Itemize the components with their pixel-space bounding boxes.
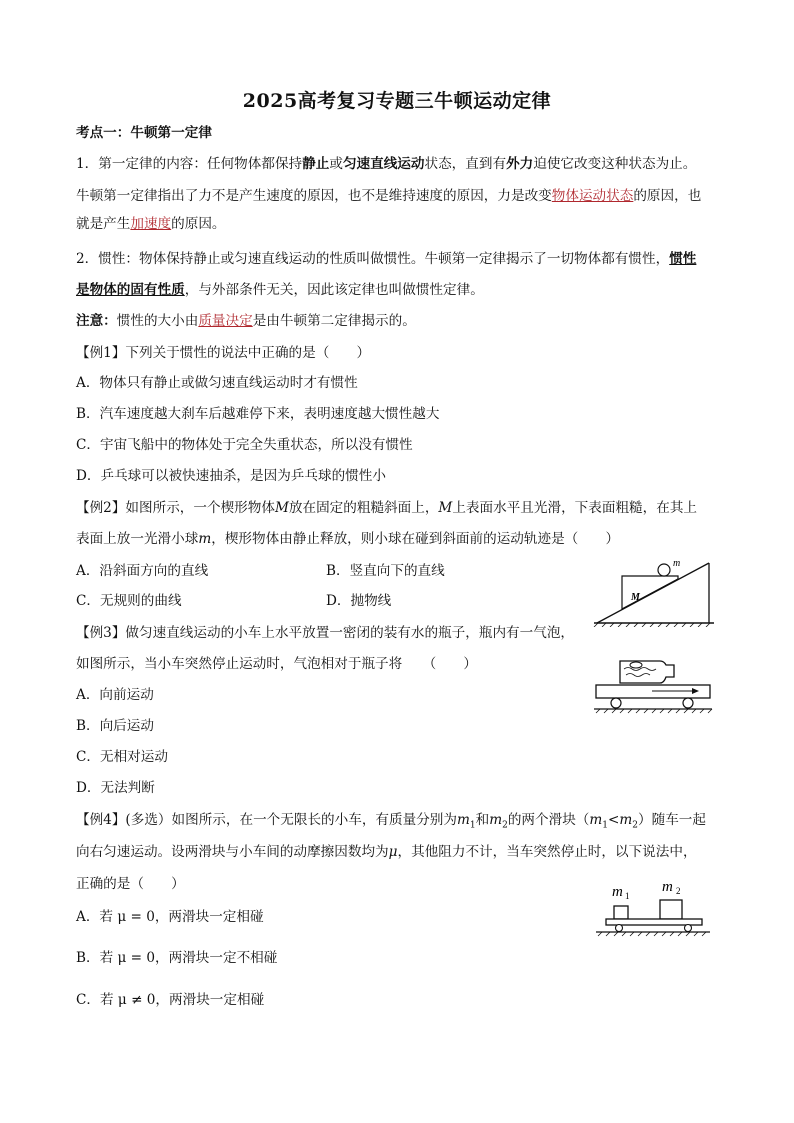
wheel-icon xyxy=(683,698,693,708)
example-3-stem-line1: 【例3】做匀速直线运动的小车上水平放置一密闭的装有水的瓶子，瓶内有一气泡， xyxy=(76,625,575,641)
paragraph-inertia-cont: 是物体的固有性质，与外部条件无关，因此该定律也叫做惯性定律。 xyxy=(76,282,484,298)
wheel-icon xyxy=(685,925,692,932)
example-1-stem: 【例1】下列关于惯性的说法中正确的是（ ） xyxy=(76,345,371,361)
svg-text:m: m xyxy=(662,879,673,895)
example-3-stem-line2: 如图所示，当小车突然停止运动时，气泡相对于瓶子将 （ ） xyxy=(76,656,478,672)
block-m2 xyxy=(660,900,682,919)
example-4-option-a: A．若 μ = 0，两滑块一定相碰 xyxy=(76,909,264,925)
example-2-option-c: C．无规则的曲线 xyxy=(76,593,182,609)
example-4-stem-line2: 向右匀速运动。设两滑块与小车间的动摩擦因数均为μ，其他阻力不计，当车突然停止时，以下说法中， xyxy=(76,844,697,860)
bottle-icon xyxy=(620,661,674,683)
example-4-option-b: B．若 μ = 0，两滑块一定不相碰 xyxy=(76,950,278,966)
example-1-option-b: B．汽车速度越大刹车后越难停下来，表明速度越大惯性越大 xyxy=(76,406,440,422)
block-m1 xyxy=(614,906,628,919)
paragraph-first-law: 1．第一定律的内容：任何物体都保持静止或匀速直线运动状态，直到有外力迫使它改变这种状态为止。 xyxy=(76,156,697,172)
section-heading: 考点一：牛顿第一定律 xyxy=(76,125,212,141)
example-3-option-a: A．向前运动 xyxy=(76,687,154,703)
example-1-option-c: C．宇宙飞船中的物体处于完全失重状态，所以没有惯性 xyxy=(76,437,413,453)
example-1-option-d: D．乒乓球可以被快速抽杀，是因为乒乓球的惯性小 xyxy=(76,468,386,484)
example-3-option-d: D．无法判断 xyxy=(76,780,155,796)
svg-text:2: 2 xyxy=(676,886,681,896)
example-3-option-b: B．向后运动 xyxy=(76,718,154,734)
example-1-option-a: A．物体只有静止或做匀速直线运动时才有惯性 xyxy=(76,375,358,391)
example-4-option-c: C．若 μ ≠ 0，两滑块一定相碰 xyxy=(76,992,265,1008)
example-2-option-a: A．沿斜面方向的直线 xyxy=(76,563,209,579)
wheel-icon xyxy=(616,925,623,932)
incline-wedge-figure xyxy=(592,555,717,627)
paragraph-inertia: 2．惯性：物体保持静止或匀速直线运动的性质叫做惯性。牛顿第一定律揭示了一切物体都有惯性，惯性 xyxy=(76,251,697,267)
example-3-option-c: C．无相对运动 xyxy=(76,749,168,765)
svg-text:m: m xyxy=(612,884,623,900)
svg-text:m: m xyxy=(673,558,681,569)
example-2-option-b: B．竖直向下的直线 xyxy=(326,563,445,579)
example-2-stem-line1: 【例2】如图所示，一个楔形物体M放在固定的粗糙斜面上，M上表面水平且光滑，下表面粗糙，在其上 xyxy=(76,500,698,516)
note-line: 注意：惯性的大小由质量决定是由牛顿第二定律揭示的。 xyxy=(76,313,416,329)
page-title: 2025高考复习专题三牛顿运动定律 xyxy=(242,90,552,112)
svg-text:1: 1 xyxy=(625,891,630,901)
bubble-icon xyxy=(630,662,642,668)
paragraph-acceleration: 就是产生加速度的原因。 xyxy=(76,216,226,232)
ball-icon xyxy=(658,564,670,576)
svg-text:M: M xyxy=(631,592,640,603)
example-2-option-d: D．抛物线 xyxy=(326,593,392,609)
wheel-icon xyxy=(611,698,621,708)
example-2-stem-line2: 表面上放一光滑小球m，楔形物体由静止释放，则小球在碰到斜面前的运动轨迹是（ ） xyxy=(76,531,620,547)
example-4-stem-line1: 【例4】(多选）如图所示，在一个无限长的小车，有质量分别为$m_1$和$m_2$的两个滑块$(m_1<m_2)$随车一起 xyxy=(76,812,706,831)
cart-two-blocks-figure xyxy=(592,874,714,940)
paragraph-force-cause: 牛顿第一定律指出了力不是产生速度的原因，也不是维持速度的原因，力是改变物体运动状态的原因，也 xyxy=(76,188,702,204)
example-4-stem-line3: 正确的是（ ） xyxy=(76,876,185,892)
cart-bottle-figure xyxy=(592,655,714,717)
